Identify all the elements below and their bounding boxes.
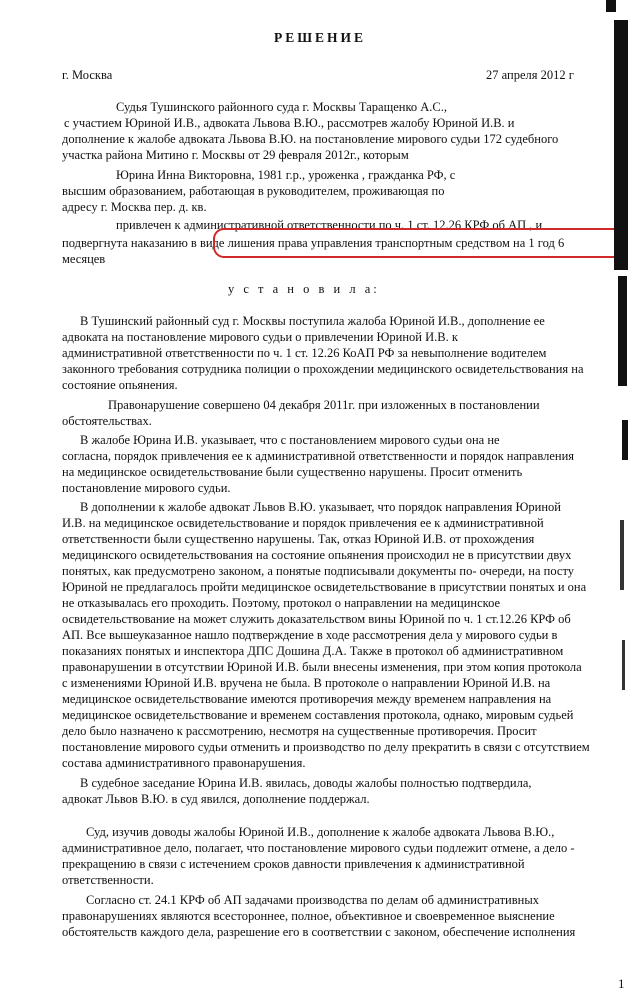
- document-date: 27 апреля 2012 г: [486, 68, 574, 82]
- body-line: ответственности были существенно нарушены. Так, отказ Юриной И.В. от прохождения: [62, 532, 535, 546]
- conclusion-line: обстоятельств каждого дела, разрешение его в соответствии с законом, обеспечение исполнения: [62, 925, 576, 939]
- body-line: Юриной не предлагалось пройти медицинское освидетельствование в присутствии понятых и она: [62, 580, 587, 594]
- body-line: И.В. на медицинское освидетельствование и порядок привлечения ее к административной: [62, 516, 544, 530]
- body-line: В Тушинский районный суд г. Москвы поступила жалоба Юриной И.В., дополнение ее: [80, 314, 545, 328]
- conclusion-line: ответственности.: [62, 873, 154, 887]
- intro-line: адресу г. Москва пер. д. кв.: [62, 200, 207, 214]
- intro-line: месяцев: [62, 252, 106, 266]
- body-line: законного требования сотрудника полиции о прохождении медицинского освидетельствования на: [62, 362, 584, 376]
- body-line: постановление мирового судьи отменить и производство по делу прекратить в связи с отсутствием: [62, 740, 590, 754]
- body-line: постановление мирового судьи.: [62, 481, 231, 495]
- body-line: понятых, как предусмотрено законом, а понятые подписывали документы по- очереди, на посту: [62, 564, 575, 578]
- body-line: медицинского освидетельствования на состояние опьянения происходил не в присутствии двух: [62, 548, 572, 562]
- body-line: на медицинское освидетельствование были существенно нарушены. Просит отменить: [62, 465, 523, 479]
- intro-line: привлечен к административной ответственности по ч. 1 ст. 12.26 КРФ об АП , и: [116, 218, 543, 232]
- body-line: обстоятельствах.: [62, 414, 152, 428]
- conclusion-line: правонарушениях являются всестороннее, полное, объективное и своевременное выяснение: [62, 909, 555, 923]
- body-line: с изменениями Юриной И.В. вручена не была. В протоколе о направлении Юриной И.В. на: [62, 676, 551, 690]
- intro-line: Судья Тушинского районного суда г. Москвы Таращенко А.С.,: [116, 100, 448, 114]
- city: г. Москва: [62, 68, 113, 82]
- section-heading: у с т а н о в и л а:: [228, 282, 380, 296]
- body-line: показаниях понятых и инспектора ДПС Дошина Д.А. Также в протокол об административном: [62, 644, 564, 658]
- body-line: Правонарушение совершено 04 декабря 2011г. при изложенных в постановлении: [108, 398, 540, 412]
- document-title: РЕШЕНИЕ: [273, 30, 367, 45]
- scan-artifact: [618, 276, 627, 386]
- page-number: 1: [618, 976, 625, 991]
- body-line: административной ответственности по ч. 1 ст. 12.26 КоАП РФ за невыполнение водителем: [62, 346, 547, 360]
- body-line: состояние опьянения.: [62, 378, 178, 392]
- body-line: освидетельствование на может служить доказательством вины Юриной по ч. 1 ст.12.26 КРФ об: [62, 612, 571, 626]
- body-line: В дополнении к жалобе адвокат Львов В.Ю. указывает, что порядок направления Юриной: [80, 500, 561, 514]
- body-line: медицинское освидетельствование имеются противоречия между временем направления на: [62, 692, 552, 706]
- body-line: состава административного правонарушения.: [62, 756, 306, 770]
- intro-line: участка района Митино г. Москвы от 29 февраля 2012г., которым: [62, 148, 409, 162]
- body-line: адвокат Львов В.Ю. в суд явился, дополнение поддержал.: [62, 792, 370, 806]
- conclusion-line: Суд, изучив доводы жалобы Юриной И.В., дополнение к жалобе адвоката Львова В.Ю.,: [86, 825, 555, 839]
- conclusion-line: Согласно ст. 24.1 КРФ об АП задачами производства по делам об административных: [86, 893, 539, 907]
- red-highlight-annotation: [213, 228, 625, 258]
- intro-line: подвергнута наказанию в виде лишения права управления транспортным средством на 1 год 6: [62, 236, 565, 250]
- intro-line: с участием Юриной И.В., адвоката Львова В.Ю., рассмотрев жалобу Юриной И.В. и: [64, 116, 515, 130]
- conclusion-line: административное дело, полагает, что постановление мирового судьи подлежит отмене, а дело -: [62, 841, 575, 855]
- scan-artifact: [614, 20, 628, 270]
- body-line: АП. Все вышеуказанное нашло подтверждение в ходе рассмотрения дела у мирового судьи в: [62, 628, 558, 642]
- body-line: адвоката на постановление мирового судьи о привлечении Юриной И.В. к: [62, 330, 458, 344]
- body-line: правонарушении в отсутствии Юриной И.В. были внесены изменения, при этом копия протокола: [62, 660, 582, 674]
- intro-line: Юрина Инна Викторовна, 1981 г.р., уроженка , гражданка РФ, с: [116, 168, 456, 182]
- body-line: согласна, порядок привлечения ее к административной ответственности и порядок направления: [62, 449, 575, 463]
- conclusion-line: прекращению в связи с истечением сроков давности привлечения к административной: [62, 857, 525, 871]
- scan-artifact: [620, 520, 624, 590]
- scan-artifact: [622, 420, 628, 460]
- body-line: дело было назначено к рассмотрению, несмотря на существенные противоречия. Просит: [62, 724, 537, 738]
- body-line: В судебное заседание Юрина И.В. явилась, доводы жалобы полностью подтвердила,: [80, 776, 532, 790]
- scan-artifact: [606, 0, 616, 12]
- intro-line: дополнение к жалобе адвоката Львова В.Ю. на постановление мирового судьи 172 судебного: [62, 132, 559, 146]
- body-line: не отказывалась его проходить. Поэтому, протокол о направлении на медицинское: [62, 596, 501, 610]
- scan-artifact: [622, 640, 625, 690]
- intro-line: высшим образованием, работающая в руководителем, проживающая по: [62, 184, 445, 198]
- body-line: В жалобе Юрина И.В. указывает, что с постановлением мирового судьи она не: [80, 433, 500, 447]
- body-line: медицинское освидетельствование и временем составления протокола, однако, мировым судьей: [62, 708, 574, 722]
